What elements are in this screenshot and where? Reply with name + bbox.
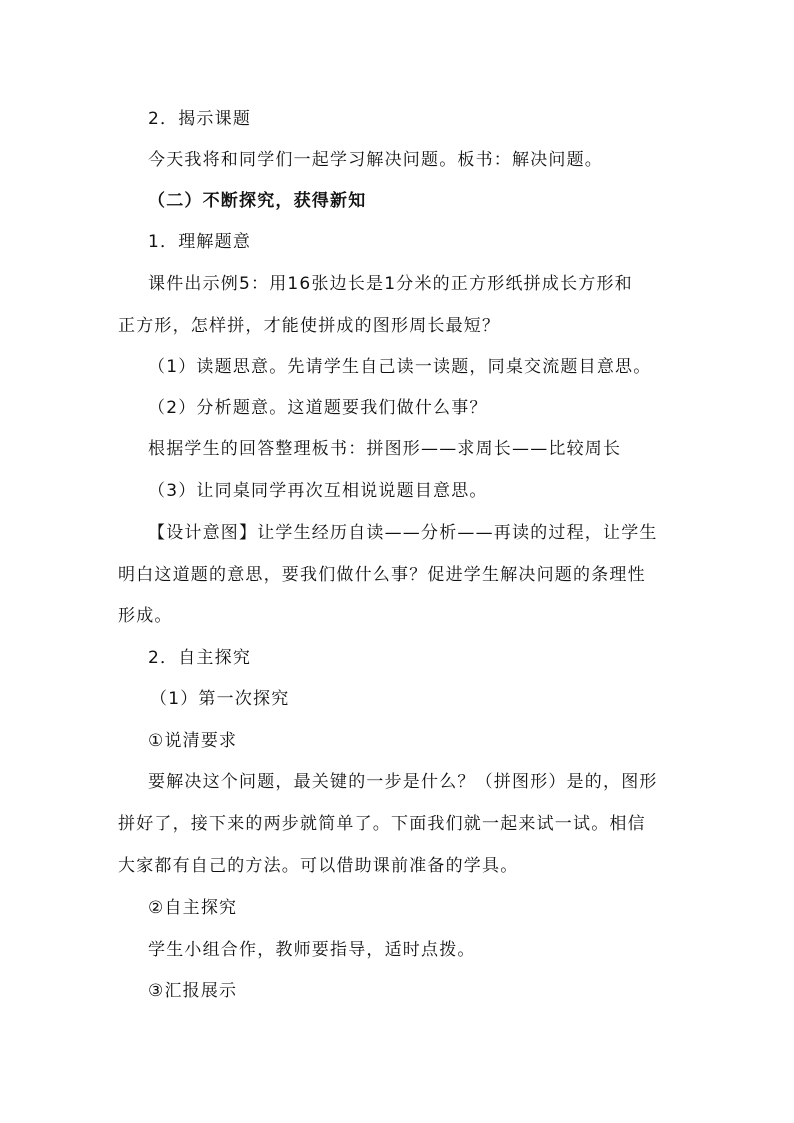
paragraph-key-step-line1: 要解决这个问题，最关键的一步是什么？（拼图形）是的，图形 [148,772,658,792]
paragraph-intro: 今天我将和同学们一起学习解决问题。板书：解决问题。 [148,150,603,170]
paragraph-key-step-line3: 大家都有自己的方法。可以借助课前准备的学具。 [118,856,519,876]
section-heading-understand: 1．理解题意 [148,232,252,252]
step-heading-self-explore: ②自主探究 [148,898,238,918]
paragraph-design-line1: 【设计意图】让学生经历自读——分析——再读的过程，让学生 [148,523,658,543]
paragraph-key-step-line2: 拼好了，接下来的两步就简单了。下面我们就一起来试一试。相信 [118,814,646,834]
section-heading-self-explore: 2．自主探究 [148,648,252,668]
paragraph-board: 根据学生的回答整理板书：拼图形——求周长——比较周长 [148,439,622,459]
paragraph-design-line3: 形成。 [118,606,173,626]
section-heading-reveal-topic: 2．揭示课题 [148,109,252,129]
subheading-first-explore: （1）第一次探究 [150,689,290,709]
list-item-read: （1）读题思意。先请学生自己读一读题，同桌交流题目意思。 [148,357,652,377]
step-heading-report: ③汇报展示 [148,981,238,1001]
step-heading-requirements: ①说清要求 [148,731,238,751]
paragraph-design-line2: 明白这道题的意思，要我们做什么事？促进学生解决问题的条理性 [118,565,646,585]
paragraph-example-line2: 正方形，怎样拼，才能使拼成的图形周长最短？ [118,316,501,336]
list-item-retell: （3）让同桌同学再次互相说说题目意思。 [148,481,488,501]
paragraph-group-work: 学生小组合作，教师要指导，适时点拨。 [148,940,476,960]
paragraph-example-line1: 课件出示例5：用16张边长是1分米的正方形纸拼成长方形和 [148,274,633,294]
section-heading-explore: （二）不断探究，获得新知 [148,191,367,211]
list-item-analyze: （2）分析题意。这道题要我们做什么事？ [148,398,488,418]
